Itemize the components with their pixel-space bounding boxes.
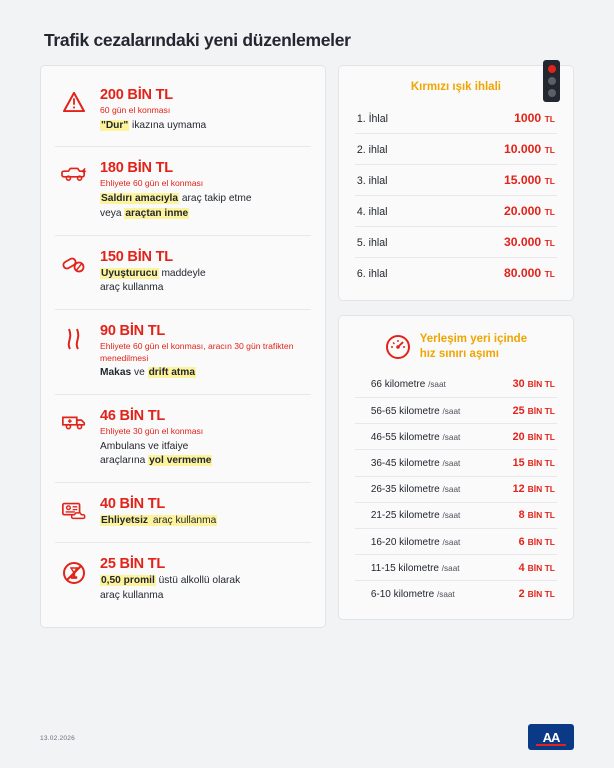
- row-speed: 36-45 kilometre: [370, 457, 440, 469]
- row-value: [504, 142, 555, 156]
- table-row: [355, 581, 557, 606]
- row-label: [357, 379, 446, 390]
- row-speed: 6-10 kilometre: [370, 588, 435, 600]
- row-label: 1. İhlal: [356, 112, 389, 125]
- fine-desc-rest2: araç kullanma: [100, 282, 164, 294]
- id-card-car-icon: [59, 496, 89, 521]
- fine-desc-rest: araç kullanma: [150, 515, 217, 527]
- row-amount: 30.000: [503, 234, 542, 249]
- row-speed: 21-25 kilometre: [370, 510, 440, 522]
- table-row: [355, 477, 557, 503]
- row-amount: 12: [512, 483, 525, 496]
- list-item: [55, 147, 311, 235]
- row-value: [513, 431, 555, 443]
- row-value: [513, 378, 555, 390]
- fine-desc-rest: üstü alkollü olarak: [155, 575, 241, 586]
- row-speed-unit: /saat: [428, 380, 446, 390]
- fine-note: Ehliyete 60 gün el konması, aracın 30 gün trafikten menedilmesi: [100, 341, 294, 363]
- fine-amount: 40 BİN TL: [100, 496, 166, 513]
- fine-desc-highlight: Saldırı amacıyla: [101, 192, 179, 204]
- table-row: [355, 258, 557, 288]
- row-label: 6. ihlal: [356, 267, 388, 280]
- table-row: [355, 134, 557, 165]
- row-currency: BİN TL: [527, 379, 555, 390]
- list-item: [55, 395, 311, 483]
- row-currency: BİN TL: [527, 484, 555, 495]
- row-label: 3. ihlal: [356, 174, 388, 187]
- row-value: [514, 111, 555, 125]
- publication-date: 13.02.2026: [40, 735, 76, 742]
- fine-amount: 180 BİN TL: [100, 160, 173, 177]
- fine-desc-highlight: Ehliyetsiz: [101, 515, 148, 527]
- row-speed: 16-20 kilometre: [370, 536, 440, 548]
- table-row: [355, 196, 557, 227]
- row-value: [504, 204, 555, 218]
- row-amount: 15: [512, 456, 525, 469]
- row-label: 2. ihlal: [356, 143, 388, 156]
- row-speed-unit: /saat: [442, 432, 461, 442]
- row-value: [519, 588, 555, 600]
- row-value: [519, 536, 555, 548]
- speed-limit-card: [338, 315, 574, 620]
- row-amount: 25: [512, 404, 525, 417]
- pills-icon: [59, 249, 89, 274]
- speed-title-line2: hız sınırı aşımı: [419, 347, 499, 360]
- ambulance-icon: [59, 408, 89, 431]
- fine-amount: 46 BİN TL: [100, 408, 166, 425]
- logo-bar: [536, 744, 566, 746]
- row-speed-unit: /saat: [436, 589, 455, 599]
- table-row: [355, 503, 557, 529]
- fine-desc-b: ve: [131, 367, 148, 379]
- speedometer-icon: [385, 334, 411, 360]
- row-amount: 6: [518, 535, 525, 548]
- table-row: [355, 555, 557, 581]
- row-value: [504, 173, 555, 187]
- row-currency: BİN TL: [527, 405, 555, 416]
- list-item: [55, 236, 311, 311]
- row-label: [357, 510, 460, 521]
- infographic-board: [0, 51, 614, 628]
- row-label: [357, 484, 460, 495]
- row-value: [513, 405, 555, 417]
- fine-note: 60 gün el konması: [100, 105, 171, 115]
- skid-marks-icon: [59, 323, 89, 350]
- fine-description: [100, 574, 309, 604]
- row-amount: 15.000: [503, 172, 542, 187]
- red-light-rows: [339, 101, 573, 300]
- speed-limit-header: [339, 316, 573, 370]
- fine-desc-rest: ikazına uymama: [129, 119, 207, 131]
- row-speed-unit: /saat: [442, 406, 461, 416]
- red-light-card: [338, 65, 574, 301]
- traffic-light-yellow-lamp: [548, 77, 556, 85]
- row-amount: 80.000: [503, 265, 542, 280]
- fine-desc-highlight2: araçtan inme: [125, 207, 189, 219]
- row-speed-unit: /saat: [442, 537, 461, 547]
- table-row: [355, 372, 557, 398]
- row-speed: 26-35 kilometre: [370, 484, 440, 496]
- row-currency: BİN TL: [527, 510, 555, 521]
- row-value: [519, 562, 555, 574]
- fine-desc-highlight: yol vermeme: [149, 455, 212, 467]
- list-item: [55, 310, 311, 395]
- fine-amount: 25 BİN TL: [100, 556, 166, 572]
- table-row: [355, 227, 557, 258]
- fine-description: [100, 366, 309, 381]
- row-speed: 56-65 kilometre: [370, 405, 440, 417]
- row-unit: TL: [544, 237, 555, 248]
- row-currency: BİN TL: [527, 588, 555, 599]
- row-label: 5. ihlal: [356, 236, 388, 249]
- speed-title-line1: Yerleşim yeri içinde: [419, 332, 528, 345]
- fine-desc-highlight: drift atma: [148, 367, 195, 379]
- no-alcohol-icon: [59, 556, 89, 585]
- row-amount: 20.000: [503, 203, 542, 218]
- fine-desc-a: Ambulans ve itfaiye: [100, 440, 189, 452]
- row-amount: 1000: [514, 110, 542, 125]
- list-item: [55, 483, 311, 543]
- row-unit: TL: [544, 206, 555, 217]
- fine-amount: 90 BİN TL: [100, 323, 166, 340]
- traffic-light-decoration: [543, 60, 560, 102]
- fine-desc-b: araçlarına: [100, 455, 149, 467]
- fine-desc-highlight: Uyuşturucu: [101, 267, 158, 279]
- row-speed-unit: /saat: [441, 563, 460, 573]
- fine-amount: 200 BİN TL: [100, 87, 173, 103]
- row-speed-unit: /saat: [442, 511, 461, 521]
- row-label: [357, 458, 460, 469]
- fine-desc-rest: araç takip etme: [179, 192, 252, 204]
- fine-desc-a: Makas: [100, 367, 132, 379]
- car-crash-icon: [59, 160, 89, 183]
- agency-logo: [528, 724, 574, 750]
- warning-triangle-icon: [59, 87, 89, 112]
- fine-amount: 150 BİN TL: [100, 248, 173, 265]
- row-unit: TL: [544, 175, 555, 186]
- table-row: [355, 529, 557, 555]
- row-speed-unit: /saat: [442, 458, 461, 468]
- row-amount: 10.000: [503, 141, 542, 156]
- row-currency: BİN TL: [527, 431, 555, 442]
- row-unit: TL: [544, 113, 555, 124]
- fine-desc-rest: maddeyle: [158, 267, 206, 279]
- row-value: [504, 235, 555, 249]
- fine-desc-highlight: 0,50 promil: [101, 575, 155, 586]
- row-speed: 66 kilometre: [370, 379, 426, 391]
- fine-note: Ehliyete 30 gün el konması: [100, 426, 204, 437]
- row-amount: 20: [512, 430, 525, 443]
- fine-description: [100, 514, 309, 529]
- list-item: [55, 74, 311, 147]
- row-value: [519, 509, 555, 521]
- row-currency: BİN TL: [527, 457, 555, 468]
- row-value: [504, 266, 555, 280]
- fine-desc-rest2: araç kullanma: [100, 589, 164, 601]
- table-row: [355, 450, 557, 476]
- speed-limit-rows: [339, 370, 573, 619]
- red-light-title: Kırmızı ışık ihlali: [410, 81, 501, 93]
- fine-description: [100, 267, 309, 297]
- list-item: [55, 543, 311, 617]
- row-currency: BİN TL: [527, 536, 555, 547]
- row-label: 4. ihlal: [356, 205, 388, 218]
- row-label: [357, 589, 455, 600]
- logo-text: AA: [542, 729, 560, 745]
- row-speed-unit: /saat: [442, 485, 461, 495]
- fine-desc-rest2: veya: [100, 207, 125, 219]
- table-row: [355, 103, 557, 134]
- table-row: [355, 398, 557, 424]
- row-speed: 46-55 kilometre: [370, 431, 440, 443]
- row-currency: BİN TL: [527, 562, 555, 573]
- fine-description: [100, 440, 309, 470]
- speed-limit-title: [420, 332, 527, 362]
- row-amount: 4: [518, 561, 525, 574]
- row-amount: 2: [518, 587, 525, 600]
- row-label: [357, 432, 460, 443]
- row-value: [513, 457, 555, 469]
- row-unit: TL: [544, 268, 555, 279]
- row-speed: 11-15 kilometre: [370, 562, 439, 574]
- fines-card: [40, 65, 326, 628]
- fine-desc-highlight: "Dur": [101, 119, 129, 131]
- traffic-light-red-lamp: [548, 65, 556, 73]
- row-label: [357, 537, 460, 548]
- fines-column: [40, 65, 326, 628]
- fine-description: [100, 119, 309, 134]
- row-label: [357, 406, 460, 417]
- row-label: [357, 563, 460, 574]
- row-amount: 8: [518, 509, 525, 522]
- table-row: [355, 424, 557, 450]
- row-amount: 30: [512, 378, 525, 391]
- table-row: [355, 165, 557, 196]
- fine-description: [100, 192, 309, 222]
- traffic-light-green-lamp: [548, 89, 556, 97]
- right-column: [338, 65, 574, 628]
- fine-note: Ehliyete 60 gün el konması: [100, 178, 204, 189]
- page-title: Trafik cezalarındaki yeni düzenlemeler: [44, 30, 351, 50]
- row-unit: TL: [544, 144, 555, 155]
- row-value: [513, 483, 555, 495]
